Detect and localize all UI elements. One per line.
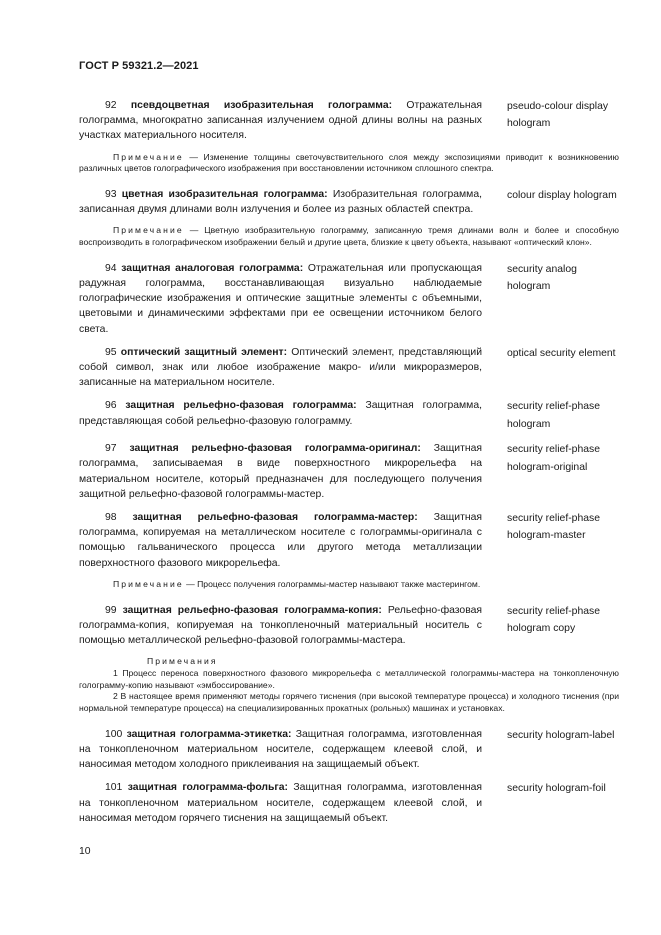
term-number: 101 <box>105 782 123 794</box>
note-text: — Процесс получения голограммы-мастер называют также мастерингом. <box>186 578 481 589</box>
term-text <box>79 510 482 571</box>
term-definition: Изобразительная голограмма, записанная двумя длинами волн излучения и более из разных областей спектра. <box>79 189 482 216</box>
term-text <box>79 98 482 144</box>
note-text: — Цветную изобразительную голограмму, записанную тремя длинами волн и более и способную воспроизводить в голографическом изображении белый и другие цвета, близкие к цвету объекта, называют «оптический клон». <box>79 225 619 248</box>
term-name: защитная рельефно-фазовая голограмма-копия: <box>122 604 382 616</box>
term-text <box>79 261 482 337</box>
term-list <box>79 98 619 834</box>
note-label: Примечание <box>113 225 184 236</box>
english-equivalent: pseudo-colour display hologram <box>507 101 609 130</box>
term-text <box>79 441 482 502</box>
term-number: 95 <box>105 346 117 358</box>
term-text <box>79 398 482 433</box>
note-text: — Изменение толщины светочувствительного слоя между экспозициями приводит к возникновению различных цветов голографического изображения при восстановлении источником сплошного спектра. <box>79 151 619 174</box>
term-definition: Отражательная или пропускающая радужная голограмма, восстанавливающая визуально наблюдаемые голографические изображения и оптические защитные элементы с объемными, цветовыми и динамическими эффектами при ее освещении источником белого света. <box>79 262 482 335</box>
term-definition: Отражательная голограмма, многократно записанная излучением одной длины волны на разных участках материального носителя. <box>79 100 483 142</box>
page-number: 10 <box>79 846 91 857</box>
term-number: 96 <box>105 400 117 412</box>
term-entry-93 <box>79 187 619 217</box>
notes-99 <box>79 656 619 715</box>
term-number: 97 <box>105 443 117 455</box>
term-definition: Защитная голограмма, изготовленная на тонкопленочном материальном носителе, содержащем клеевой слой, и наносимая методом горячего тиснения на защищаемый объект. <box>79 782 483 824</box>
term-name: защитная голограмма-этикетка: <box>126 728 292 740</box>
term-definition: Защитная голограмма, изготовленная на тонкопленочном материальном носителе, содержащем клеевой слой, и наносимая методом холодного приклеивания на защищаемый объект. <box>79 728 483 771</box>
notes-label: Примечания <box>147 656 218 667</box>
term-number: 93 <box>105 189 117 201</box>
term-text <box>79 603 482 649</box>
term-definition: Защитная голограмма, записываемая в виде поверхностного микрорельефа на материальном носителе, который предназначен для последующего получения защитной рельефно-фазовой голограммы-мастер. <box>79 443 482 500</box>
english-equivalent: security relief-phase hologram copy <box>507 605 600 634</box>
term-text <box>79 187 482 217</box>
note-99-1: 1 Процесс переноса поверхностного фазового микрорельефа с металлической голограммы-мастера на тонкопленочную голограмму-копию называют «эмбоссирование». <box>79 667 619 690</box>
term-text <box>79 345 482 391</box>
term-number: 94 <box>105 262 117 274</box>
term-name: защитная рельефно-фазовая голограмма-мастер: <box>132 512 418 524</box>
term-entry-96 <box>79 398 619 433</box>
term-name: защитная рельефно-фазовая голограмма-оригинал: <box>129 443 421 455</box>
term-number: 92 <box>105 100 117 111</box>
term-definition: Рельефно-фазовая голограмма-копия, копируемая на тонкопленочный материальный носитель с помощью металлической рельефно-фазовой голограммы-мастера. <box>79 604 483 646</box>
english-equivalent: security hologram-label <box>507 729 615 741</box>
term-entry-94 <box>79 261 619 337</box>
term-entry-101 <box>79 780 619 826</box>
term-name: цветная изобразительная голограмма: <box>121 189 328 201</box>
note-98 <box>79 579 619 591</box>
english-equivalent: security relief-phase hologram <box>507 401 600 430</box>
term-entry-100 <box>79 727 619 773</box>
term-definition: Защитная голограмма, копируемая на металлическом носителе с голограммы-оригинала с помощью гальванического процесса или другого метода металлизации поверхностного фазового микрорельефа. <box>79 512 482 569</box>
english-equivalent: security analog hologram <box>507 263 577 293</box>
term-name: защитная аналоговая голограмма: <box>121 262 304 274</box>
term-definition: Оптический элемент, представляющий собой символ, знак или любое изображение макро- и/или микроразмеров, записанные на материальном носителе. <box>79 346 483 389</box>
term-number: 99 <box>105 604 117 616</box>
english-equivalent: optical security element <box>507 347 616 359</box>
note-label: Примечание <box>113 578 184 589</box>
english-equivalent: security relief-phase hologram-master <box>507 513 600 542</box>
note-93 <box>79 225 619 248</box>
term-name: псевдоцветная изобразительная голограмма: <box>130 100 393 111</box>
note-92 <box>79 152 619 175</box>
note-99-2: 2 В настоящее время применяют методы горячего тиснения (при высокой температуре процесса) и холодного тиснения (при нормальной температуре процесса) на специализированных прокатных (рольных) машинах и установках. <box>79 691 619 714</box>
term-text <box>79 727 482 773</box>
term-entry-95 <box>79 345 619 391</box>
term-number: 100 <box>105 728 123 740</box>
term-entry-98 <box>79 510 619 571</box>
english-equivalent: security relief-phase hologram-original <box>507 444 600 473</box>
term-text <box>79 780 482 826</box>
term-entry-99 <box>79 603 619 649</box>
term-entry-97 <box>79 441 619 502</box>
term-name: защитная голограмма-фольга: <box>127 782 288 794</box>
english-equivalent: security hologram-foil <box>507 783 606 795</box>
english-equivalent: colour display hologram <box>507 190 617 202</box>
note-label: Примечание <box>113 151 184 162</box>
term-definition: Защитная голограмма, представляющая собой рельефно-фазовую голограмму. <box>79 400 482 427</box>
doc-header: ГОСТ Р 59321.2—2021 <box>79 60 199 72</box>
term-number: 98 <box>105 512 117 524</box>
term-entry-92 <box>79 98 619 144</box>
term-name: защитная рельефно-фазовая голограмма: <box>125 400 357 412</box>
term-name: оптический защитный элемент: <box>120 346 288 358</box>
